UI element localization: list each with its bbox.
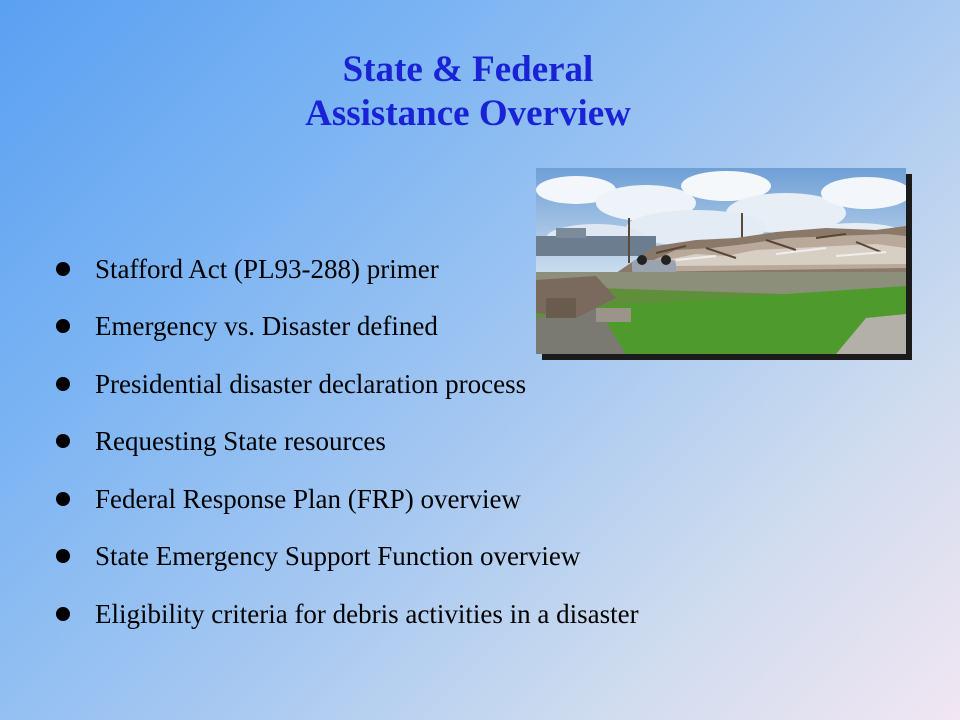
list-item (56, 240, 639, 298)
bullet-text: Requesting State resources (95, 426, 386, 457)
list-item (56, 413, 639, 471)
title-line-2: Assistance Overview (305, 93, 631, 134)
slide-title (0, 48, 936, 136)
bullet-text: Emergency vs. Disaster defined (95, 311, 438, 342)
bullet-text: Eligibility criteria for debris activities in a disaster (95, 598, 639, 629)
bullet-text: State Emergency Support Function overview (95, 541, 581, 572)
bullet-dot-icon (56, 492, 70, 506)
bullet-text: Presidential disaster declaration process (95, 368, 527, 399)
bullet-text: Federal Response Plan (FRP) overview (95, 483, 521, 514)
list-item (56, 470, 639, 528)
bullet-dot-icon (56, 434, 70, 448)
bullet-list (56, 240, 639, 643)
bullet-dot-icon (56, 377, 70, 391)
bullet-text: Stafford Act (PL93-288) primer (95, 253, 439, 284)
list-item (56, 298, 639, 356)
bullet-dot-icon (56, 607, 70, 621)
list-item (56, 585, 639, 643)
list-item (56, 528, 639, 586)
title-line-1: State & Federal (342, 49, 594, 90)
bullet-dot-icon (56, 262, 70, 276)
list-item (56, 355, 639, 413)
bullet-dot-icon (56, 319, 70, 333)
bullet-dot-icon (56, 549, 70, 563)
